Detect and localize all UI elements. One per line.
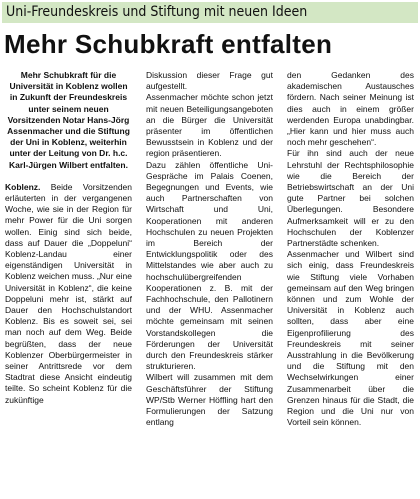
article-paragraph: Dazu zählen öffentliche Uni-Gespräche im Palais Coenen, Begegnungen und Events, wie auch Partnerschaften von Wirtschaft und Uni, Kooperationen mit anderen Hochschulen zu neuen Projekten im Bereich der Entwicklungspolitik oder des Mittelstandes wie aber auch zu hochschulübergreifenden Kooperationen z. B. mit der Fachhochschule, den Pallotinern und der WHU. Assenmacher möchte gemeinsam mit seinen Vorstandskollegen die Förderungen der Universität durch den Freundeskreis stärker strukturieren. [146,159,273,372]
article-headline: Mehr Schubkraft entfalten [4,29,333,59]
article-column-1 [5,70,132,498]
article-column-3 [287,70,414,498]
article-dateline: Koblenz. [5,181,41,192]
article-paragraph [5,182,132,406]
article-paragraph: Assenmacher möchte schon jetzt mit neuen Beteiligungsangeboten an die Bürger die Universität präsenter im öffentlichen Bewusstsein in Koblenz und der region präsentieren. [146,92,273,159]
article-paragraph: Für ihn sind auch der neue Lehrstuhl der Rechtsphilosophie wie die Bereich der Betriebswirtschaft an der Uni gute Partner bei solchen Überlegungen. Besondere Aufmerksamkeit will er zu den Hochschulen der Koblenzer Partnerstädte schenken. [287,148,414,249]
article-kicker: Uni-Freundeskreis und Stiftung mit neuen Ideen [2,2,418,23]
article-column-2 [146,70,273,498]
article-lead: Mehr Schubkraft für die Universität in Koblenz wollen in Zukunft der Freundeskreis unter seinem neuen Vorsitzenden Notar Hans-Jörg Assenmacher und die Stiftung der Uni in Koblenz, weiterhin unter der Leitung von Dr. h.c. Karl-Jürgen Wilbert entfalten. [7,70,130,170]
article-paragraph: den Gedanken des akademischen Austausches fördern. Nach seiner Meinung ist dies auch in einem größer werdenden Europa unabdingbar. „Hier kann und hier muss auch noch mehr geschehen“. [287,70,414,148]
article-paragraph: Wilbert will zusammen mit dem Geschäftsführer der Stiftung WP/Stb Werner Höffling hart den Formulierungen der Satzung entlang [146,372,273,428]
article-body-text: Beide Vorsitzenden erläuterten in der vergangenen Woche, wie sie in der Region für mehr Power für die Uni sorgen wollen. Einig sind sich beide, dass auf Dauer die „Doppeluni“ Koblenz-Landau einer eigenständigen Universität in Koblenz weichen muss. „Nur eine Universität in Koblenz“, die keine Doppeluni mehr ist, stärkt auf Dauer den Hochschulstandort Koblenz. Bis es soweit sei, sei man noch auf dem Weg. Beide begrüßten, dass der neue Koblenzer Oberbürgermeister in seiner Antrittsrede vor dem Stadtrat diese Ansicht eindeutig teilte. So scheint Koblenz für die zukünftige [5,181,132,405]
article-paragraph: Assenmacher und Wilbert sind sich einig, dass Freundeskreis wie Stiftung viele Vorhaben gemeinsam auf den Weg bringen können und zum Wohle der Universität in Koblenz auch sollten, dass aber eine Eigenprofilierung des Freundeskreis mit seiner Ausstrahlung in die Bevölkerung und die Stiftung mit den Wechselwirkungen einer Zusammenarbeit über die Grenzen hinaus für die Stadt, die Region und die Uni nur von Vorteil sein können. [287,249,414,428]
article-paragraph: Diskussion dieser Frage gut aufgestellt. [146,70,273,92]
